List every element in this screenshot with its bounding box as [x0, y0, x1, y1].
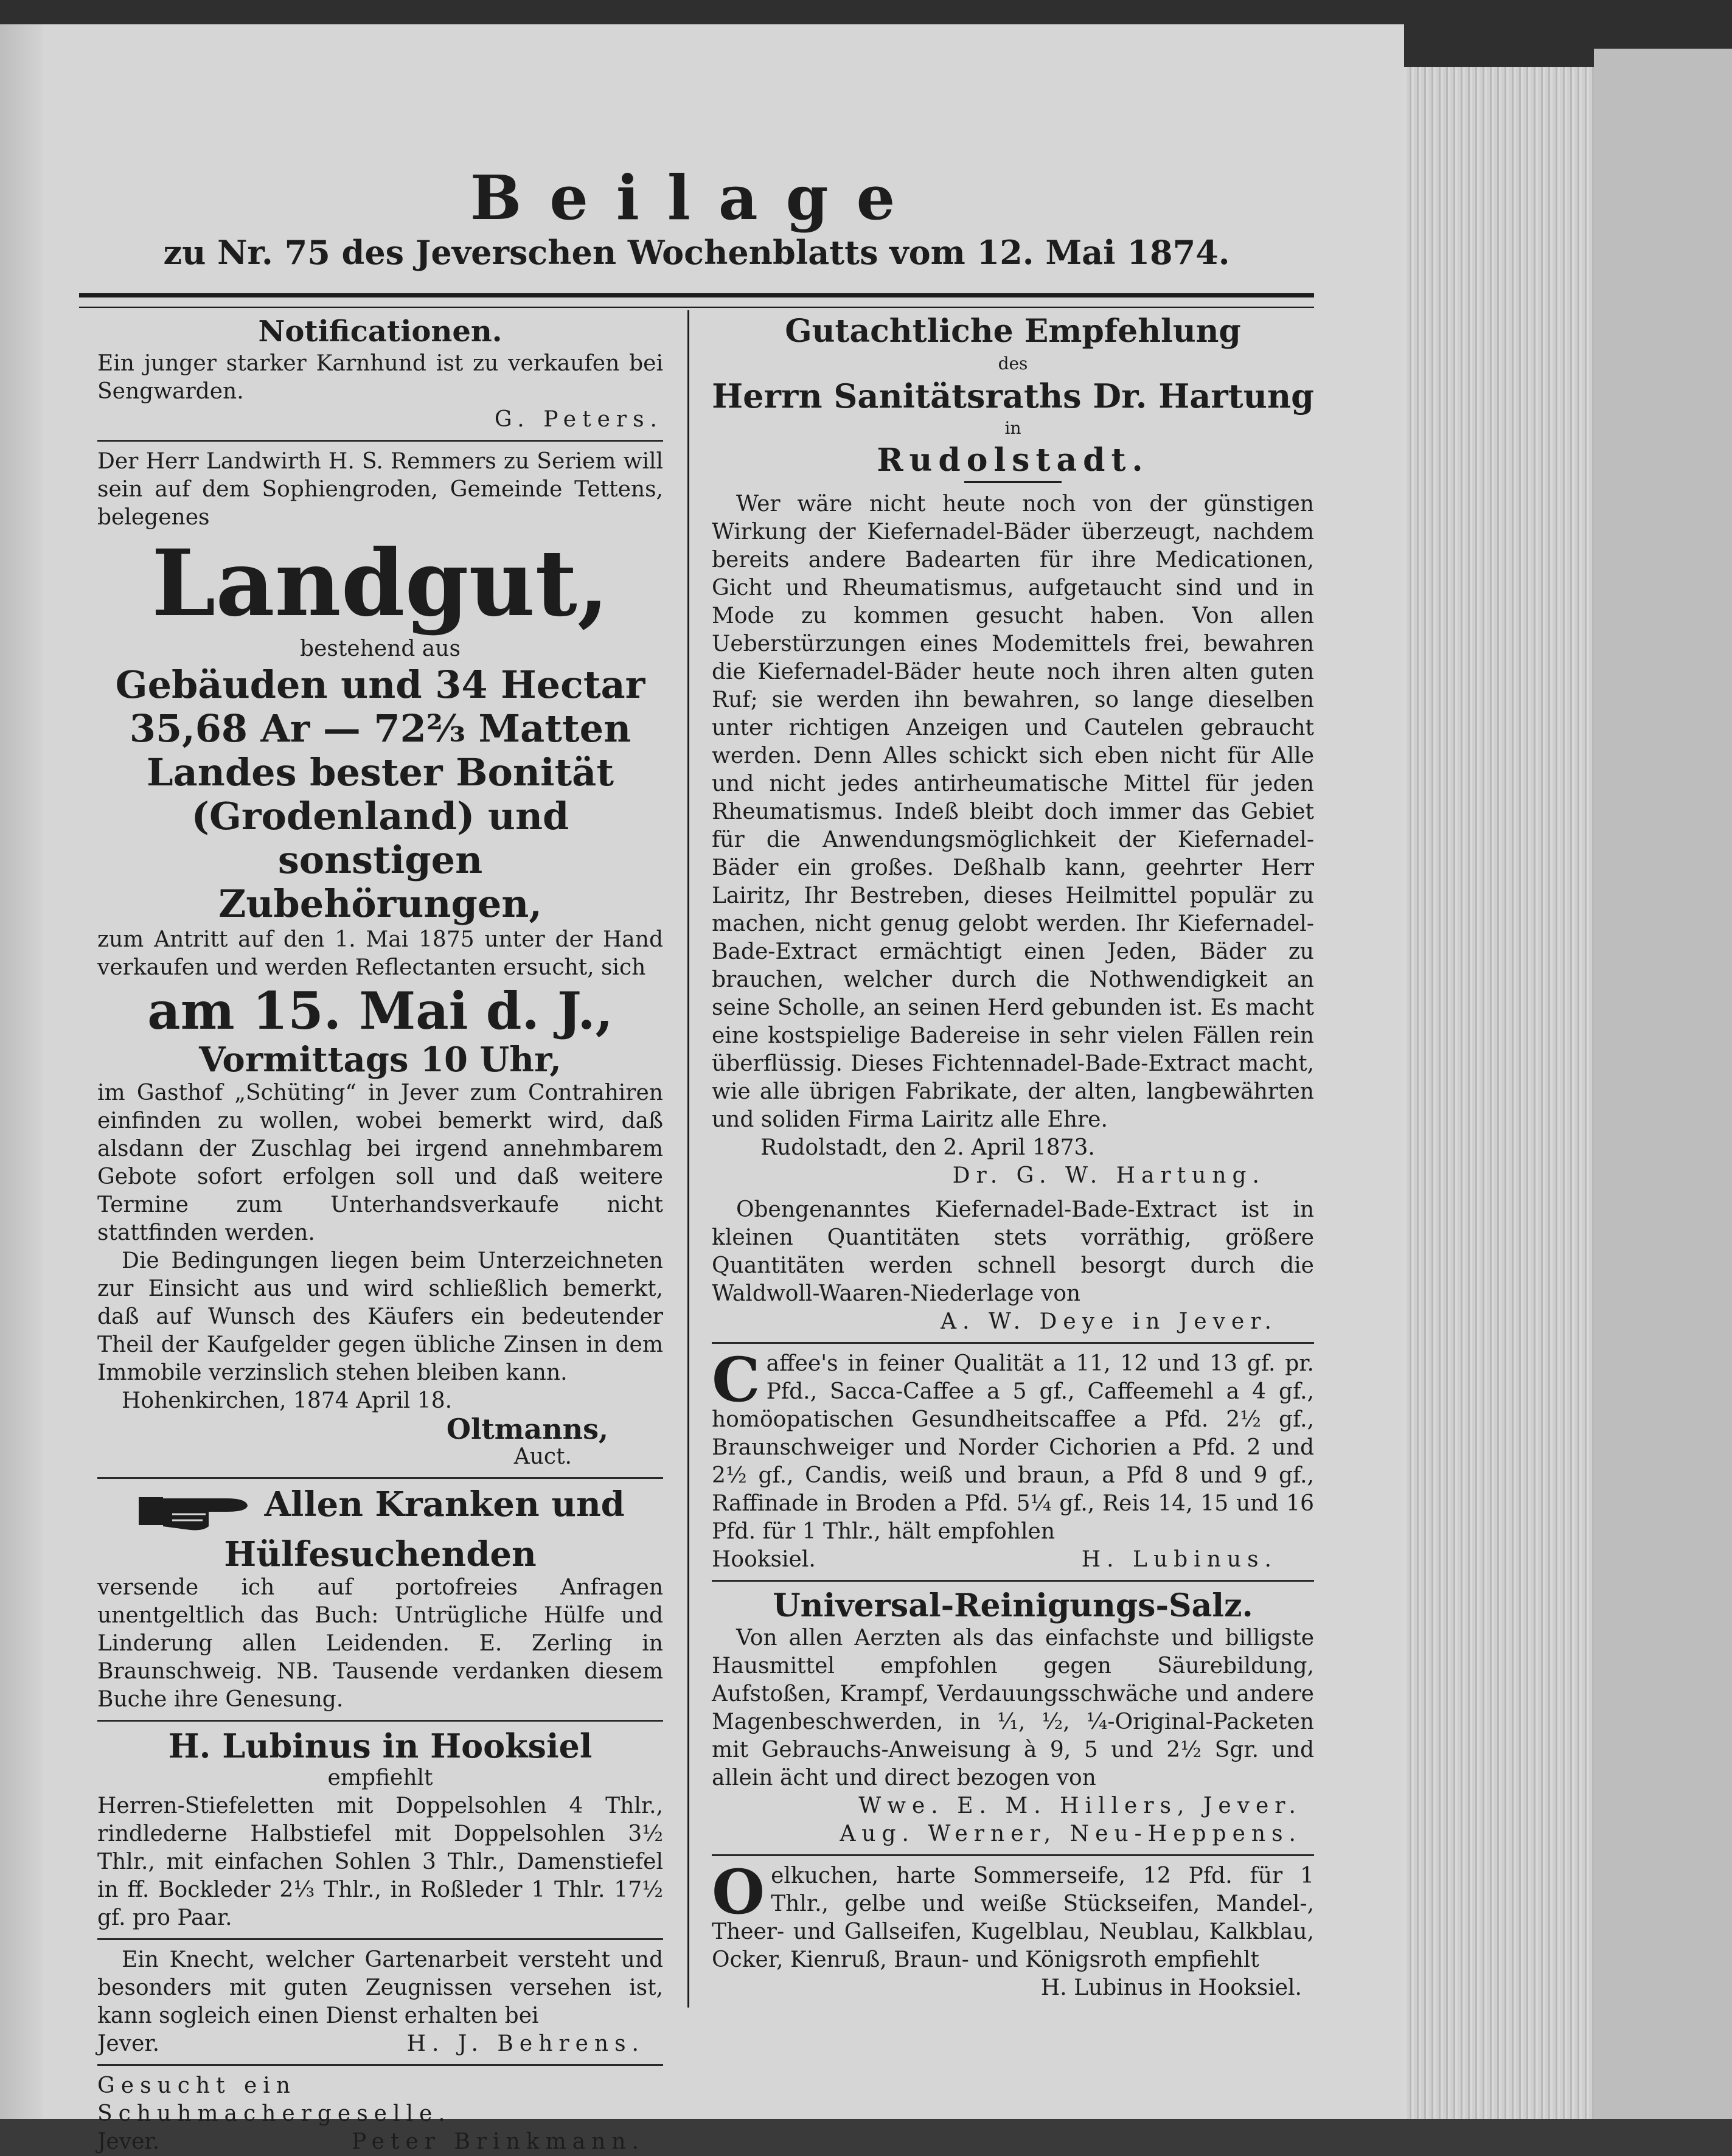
separator [712, 1580, 1314, 1582]
gutachten-signature: Dr. G. W. Hartung. [952, 1163, 1265, 1188]
gutachten-place: Rudolstadt. [877, 442, 1149, 479]
landgut-text-2: im Gasthof „Schüting“ in Jever zum Contrahiren einfinden zu wollen, wobei bemerkt wird, daß alsdann der Zuschlag bei irgend annehmbarem Gebote sofort erfolgen soll und daß weitere Termine zum Unterhandsverkaufe nicht stattfinden werden. [97, 1080, 663, 1245]
gutachten-date: Rudolstadt, den 2. April 1873. [760, 1135, 1095, 1160]
landgut-date: am 15. Mai d. J., [147, 981, 613, 1041]
oel-text: elkuchen, harte Sommerseife, 12 Pfd. für 1 Thlr., gelbe und weiße Stückseifen, Mandel-, Theer- und Gallseifen, Kugelblau, Neublau, Kalkblau, Ocker, Kienruß, Braun- und Königsroth empfiehlt [712, 1863, 1314, 1972]
landgut-intro: Der Herr Landwirth H. S. Remmers zu Seriem will sein auf dem Sophiengroden, Gemeinde Tettens, belegenes [97, 449, 663, 530]
page-subtitle: zu Nr. 75 des Jeverschen Wochenblatts vom 12. Mai 1874. [163, 233, 1230, 272]
kranken-title-2: Hülfesuchenden [224, 1534, 537, 1574]
gesucht-place: Jever. [97, 2129, 160, 2154]
notif-signature: G. Peters. [494, 407, 663, 432]
gesucht-signature: Peter Brinkmann. [352, 2129, 645, 2154]
gutachten-text-2: Obengenanntes Kiefernadel-Bade-Extract ist in kleinen Quantitäten stets vorräthig, größere Quantitäten werden schnell besorgt durch die Waldwoll-Waaren-Niederlage von [712, 1197, 1314, 1306]
salz-title: Universal-Reinigungs-Salz. [773, 1587, 1253, 1624]
caffee-place: Hooksiel. [712, 1547, 816, 1572]
caffee-ad [712, 1344, 1314, 1546]
knecht-footer [97, 2030, 663, 2058]
caffee-footer [712, 1546, 1314, 1574]
knecht-signature: H. J. Behrens. [406, 2031, 645, 2056]
book-side [1594, 49, 1732, 2119]
lubinus-title: H. Lubinus in Hooksiel [168, 1727, 593, 1765]
landgut-line-4: Zubehörungen, [218, 882, 542, 926]
column-divider [687, 310, 689, 2008]
short-rule [964, 481, 1062, 483]
separator [97, 440, 663, 442]
landgut-line-2: 35,68 Ar — 72⅔ Matten [129, 706, 631, 751]
gutachten-text-1: Wer wäre nicht heute noch von der günstigen Wirkung der Kiefernadel-Bäder überzeugt, nachdem bereits andere Badearten für ihre Medicationen, Gicht und Rheumatismus, aufgetaucht sind und in Mode zu kommen gesucht haben. Von allen Ueberstürzungen eines Modemittels frei, bewahren die Kiefernadel-Bäder heute noch ihren alten guten Ruf; sie werden ihn bewahren, so lange dieselben unter richtigen Anzeigen und Cautelen gebraucht werden. Denn Alles schickt sich eben nicht für Alle und nicht jedes antirheumatische Mittel für jeden Rheumatismus. Indeß bleibt doch immer das Gebiet für die Anwendungsmöglichkeit der Kiefernadel-Bäder ein großes. Deßhalb kann, geehrter Herr Lairitz, Ihr Bestreben, dieses Heilmittel populär zu machen, nicht genug gelobt werden. Ihr Kiefernadel-Bade-Extract ermächtigt einen Jeden, Bäder zu brauchen, welcher durch die Nothwendigkeit an seine Scholle, an seinen Herd gebunden ist. Es macht eine kostspielige Badereise in sehr vielen Fällen rein überflüssig. Dieses Fichtennadel-Bade-Extract macht, wie alle übrigen Fabrikate, der alten, langbewährten und soliden Firma Lairitz alle Ehre. [712, 492, 1314, 1132]
lubinus-text: Herren-Stiefeletten mit Doppelsohlen 4 Thlr., rindlederne Halbstiefel mit Doppelsohlen 3½ Thlr., mit einfachen Sohlen 3 Thlr., Damenstiefel in ff. Bockleder 2⅓ Thlr., in Roßleder 1 Thlr. 17½ gf. pro Paar. [97, 1793, 663, 1930]
caffee-signature: H. Lubinus. [1081, 1547, 1278, 1572]
oel-signature: H. Lubinus in Hooksiel. [1040, 1975, 1302, 2000]
page-title: Beilage [470, 162, 923, 234]
separator [97, 1477, 663, 1479]
landgut-text-1: zum Antritt auf den 1. Mai 1875 unter der Hand verkaufen und werden Reflectanten ersucht, sich [97, 927, 663, 980]
caffee-dropcap: C [712, 1344, 760, 1416]
gutachten-title: Gutachtliche Empfehlung [785, 313, 1241, 350]
kranken-title-1: Allen Kranken und [264, 1484, 625, 1525]
right-column [712, 313, 1314, 2002]
caffee-text: affee's in feiner Qualität a 11, 12 und 13 gf. pr. Pfd., Sacca-Caffee a 5 gf., Caffeemehl a 4 gf., homöopatischen Gesundheitscaffee a Pfd. 2½ gf., Braunschweiger und Norder Cichorien a Pfd. 2 und 2½ gf., Candis, weiß und braun, a Pfd 8 und 9 gf., Raffinade in Broden a Pfd. 5¼ gf., Reis 14, 15 und 16 Pfd. für 1 Thlr., hält empfohlen [712, 1351, 1314, 1544]
page-header [79, 164, 1314, 274]
gutachten-signature-2: A. W. Deye in Jever. [941, 1309, 1278, 1334]
oel-ad [712, 1856, 1314, 1974]
separator [97, 1938, 663, 1940]
knecht-place: Jever. [97, 2031, 160, 2056]
landgut-bestehend: bestehend aus [300, 636, 461, 661]
gutachten-des: des [998, 353, 1028, 374]
pointing-hand-icon [136, 1486, 251, 1535]
header-rule-thin [79, 307, 1314, 308]
landgut-line-1: Gebäuden und 34 Hectar [115, 662, 645, 707]
salz-signature-1: Wwe. E. M. Hillers, Jever. [858, 1793, 1302, 1818]
left-column [97, 313, 663, 2156]
gesucht-text: Gesucht ein Schuhmachergeselle. [97, 2073, 451, 2126]
landgut-title: Landgut, [151, 530, 610, 637]
landgut-signature-title: Auct. [513, 1444, 572, 1469]
gesucht-footer [97, 2128, 663, 2156]
landgut-time: Vormittags 10 Uhr, [199, 1040, 562, 1080]
separator [97, 2064, 663, 2066]
kranken-text: versende ich auf portofreies Anfragen unentgeltlich das Buch: Untrügliche Hülfe und Linderung allen Leidenden. E. Zerling in Braunschweig. NB. Tausende verdanken diesem Buche ihre Genesung. [97, 1575, 663, 1712]
separator [712, 1854, 1314, 1856]
landgut-place-date: Hohenkirchen, 1874 April 18. [122, 1388, 453, 1413]
salz-text: Von allen Aerzten als das einfachste und billigste Hausmittel empfohlen gegen Säurebildung, Aufstoßen, Krampf, Verdauungsschwäche und andere Magenbeschwerden, in ⅟₁, ⅟₂, ⅟₄-Original-Packeten mit Gebrauchs-Anweisung à 9, 5 und 2½ Sgr. und allein ächt und direct bezogen von [712, 1626, 1314, 1790]
salz-signature-2: Aug. Werner, Neu-Heppens. [840, 1821, 1302, 1846]
header-rule [79, 293, 1314, 297]
page-gutter [0, 24, 43, 2119]
landgut-line-3: Landes bester Bonität (Grodenland) und sonstigen [146, 750, 614, 882]
landgut-signature: Oltmanns, [446, 1413, 608, 1445]
notif-text: Ein junger starker Karnhund ist zu verkaufen bei Sengwarden. [97, 351, 663, 404]
lubinus-empfiehlt: empfiehlt [327, 1765, 433, 1790]
gutachten-name: Herrn Sanitätsraths Dr. Hartung [712, 377, 1314, 416]
gutachten-in: in [1004, 418, 1021, 438]
separator [712, 1342, 1314, 1344]
notif-heading: Notificationen. [258, 315, 503, 349]
oel-dropcap: O [712, 1856, 765, 1928]
separator [97, 1720, 663, 1722]
landgut-text-3: Die Bedingungen liegen beim Unterzeichneten zur Einsicht aus und wird schließlich bemerkt, daß auf Wunsch des Käufers ein bedeutender Theil der Kaufgelder gegen übliche Zinsen in dem Immobile verzinslich stehen bleiben kann. [97, 1248, 663, 1385]
kranken-header [97, 1485, 663, 1535]
knecht-text: Ein Knecht, welcher Gartenarbeit versteht und besonders mit guten Zeugnissen versehen ist, kann sogleich einen Dienst erhalten bei [97, 1947, 663, 2028]
